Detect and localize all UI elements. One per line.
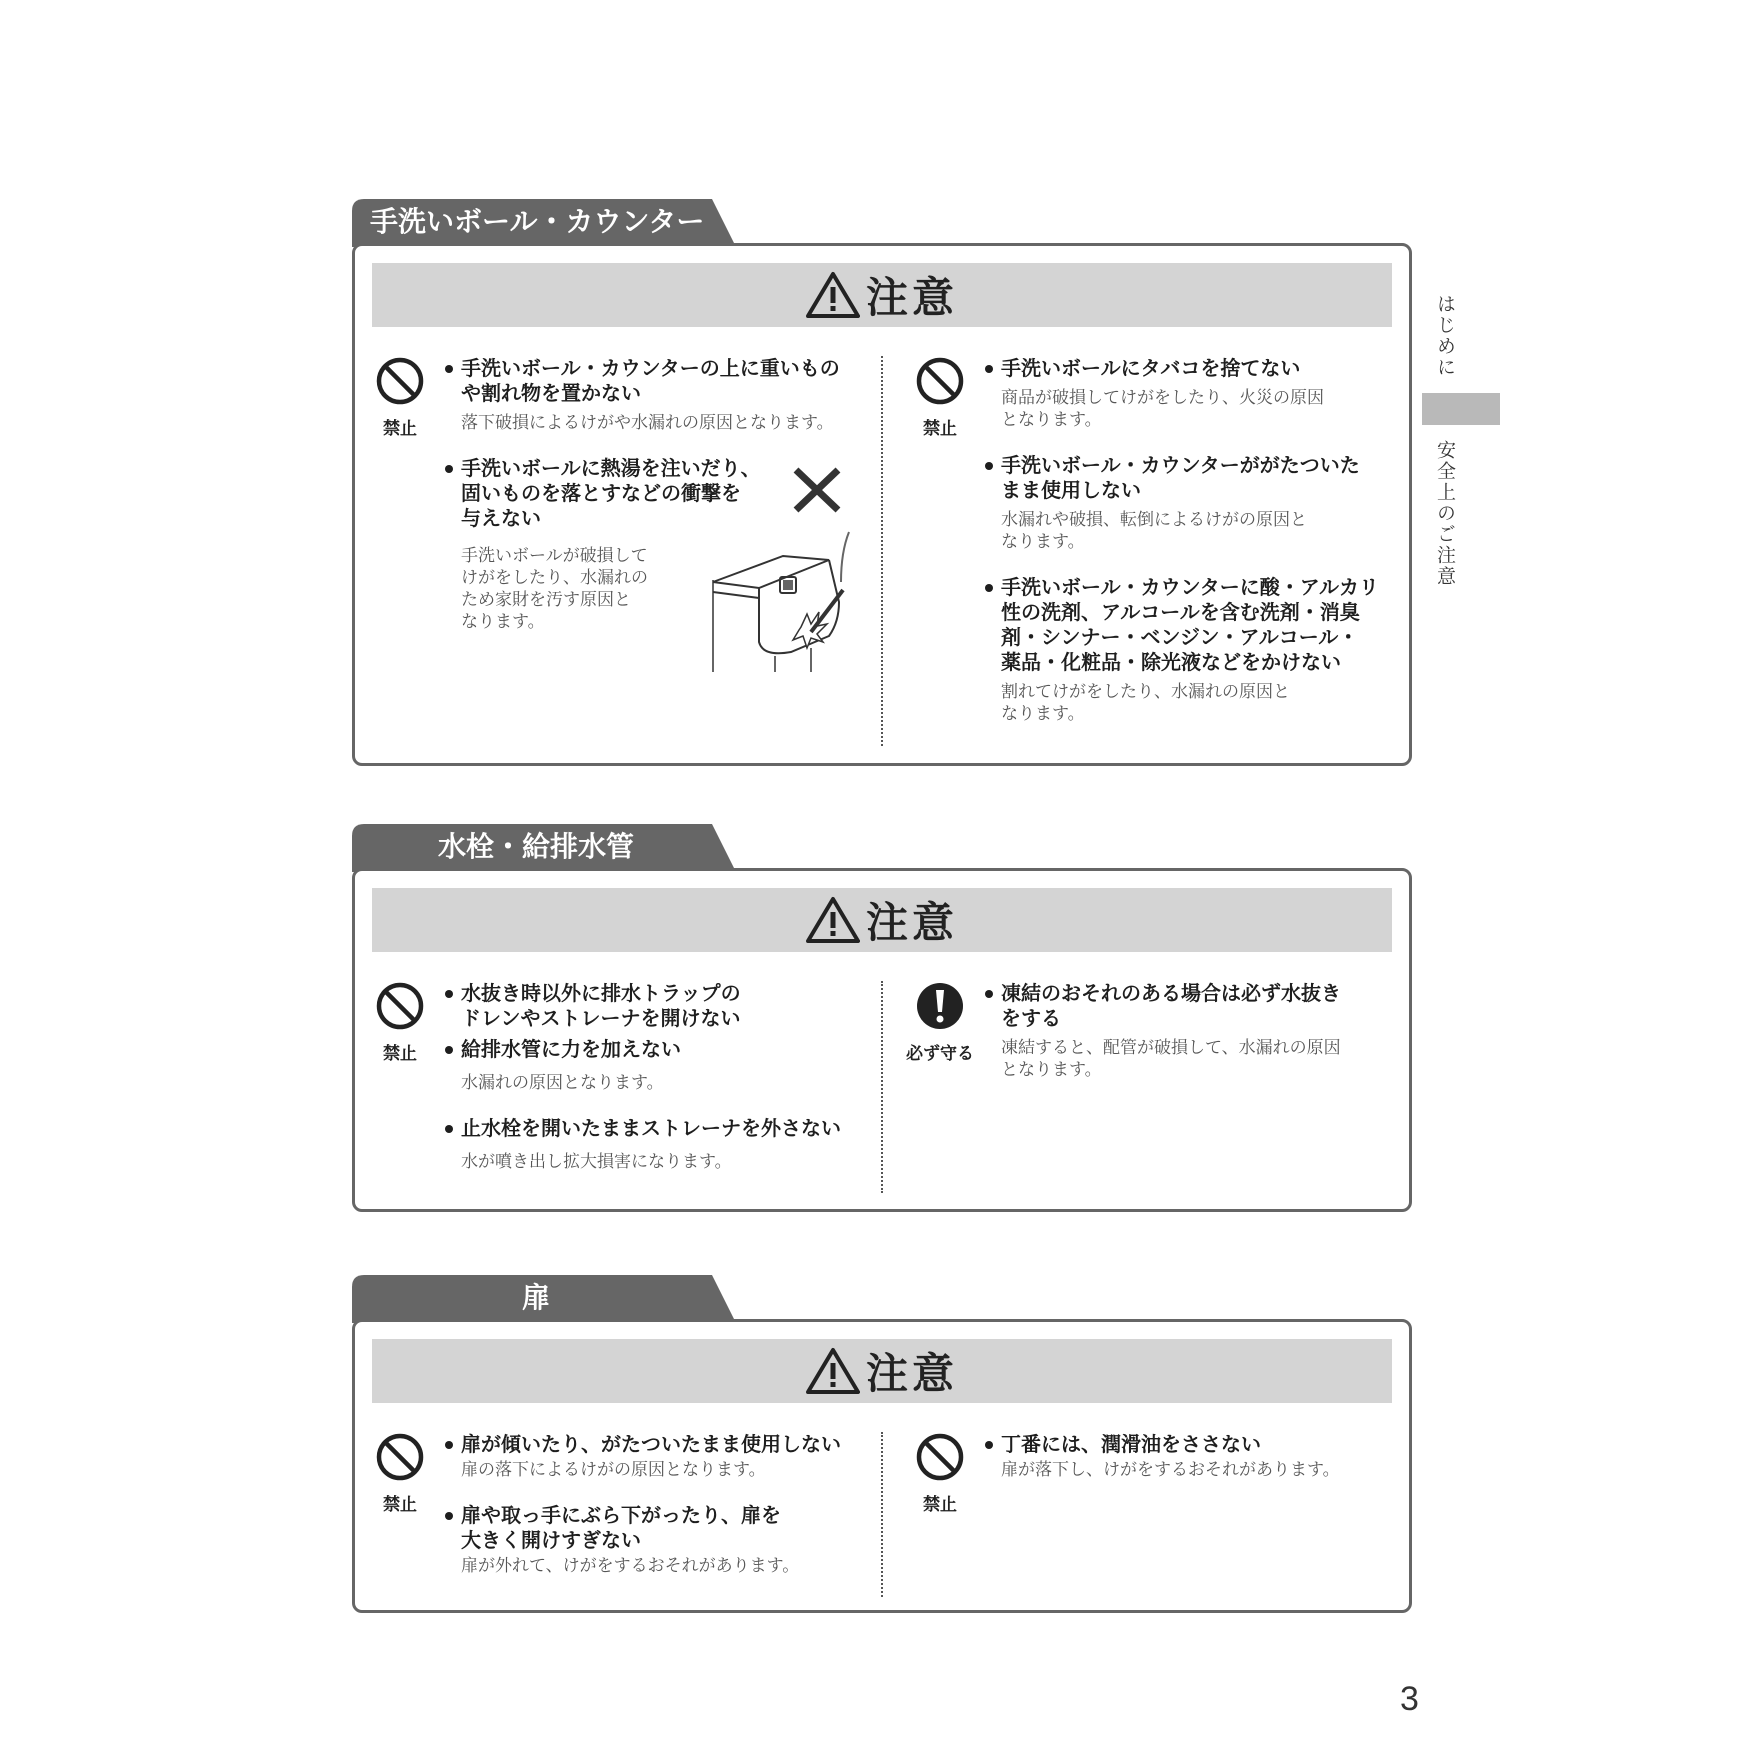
prohibition-icon — [375, 356, 425, 406]
warning-triangle-icon — [806, 271, 860, 319]
column-divider — [881, 1432, 883, 1597]
item-title: 扉や取っ手にぶら下がったり、扉を 大きく開けすぎない — [445, 1503, 865, 1553]
exclamation-icon — [915, 981, 965, 1031]
section-title: 手洗いボール・カウンター — [370, 205, 705, 238]
prohibition-symbol — [375, 356, 425, 439]
list-item — [445, 356, 865, 434]
item-list — [985, 356, 1405, 747]
item-desc: 手洗いボールが破損して けがをしたり、水漏れの ため家財を汚す原因と なります。 — [461, 546, 648, 632]
symbol-label: 禁止 — [383, 419, 417, 439]
item-title: 給排水管に力を加えない — [445, 1037, 865, 1062]
item-desc: 凍結すると、配管が破損して、水漏れの原因 となります。 — [1001, 1038, 1341, 1080]
list-item — [985, 1432, 1405, 1481]
prohibition-icon — [375, 1432, 425, 1482]
warning-triangle-icon — [806, 896, 860, 944]
list-item — [985, 575, 1405, 725]
item-desc: 商品が破損してけがをしたり、火災の原因 となります。 — [1001, 388, 1324, 430]
caution-banner — [372, 888, 1392, 952]
caution-label: 注意 — [865, 273, 958, 322]
column-divider — [881, 356, 883, 746]
sidebar-chapter: はじめに — [1434, 294, 1456, 378]
caution-label: 注意 — [865, 898, 958, 947]
item-desc: 扉が外れて、けがをするおそれがあります。 — [461, 1556, 800, 1576]
item-list — [985, 1432, 1405, 1503]
list-item — [985, 981, 1405, 1081]
list-item — [445, 1503, 865, 1577]
item-title: 止水栓を開いたままストレーナを外さない — [445, 1116, 865, 1141]
item-desc: 水漏れの原因となります。 — [461, 1073, 664, 1093]
prohibition-symbol — [375, 981, 425, 1064]
list-item — [985, 356, 1405, 431]
symbol-label: 禁止 — [383, 1495, 417, 1515]
item-title: 凍結のおそれのある場合は必ず水抜き をする — [985, 981, 1405, 1031]
item-title: 扉が傾いたり、がたついたまま使用しない — [445, 1432, 865, 1457]
list-item — [445, 981, 865, 1031]
item-desc: 水が噴き出し拡大損害になります。 — [461, 1152, 732, 1172]
prohibition-icon — [375, 981, 425, 1031]
item-title: 丁番には、潤滑油をささない — [985, 1432, 1405, 1457]
item-title: 手洗いボール・カウンターの上に重いもの や割れ物を置かない — [445, 356, 865, 406]
section-door — [352, 1275, 1410, 1625]
section-basin-counter — [352, 199, 1410, 769]
item-list — [985, 981, 1405, 1103]
item-title: 手洗いボールに熱湯を注いだり、 固いものを落とすなどの衝撃を 与えない — [445, 456, 865, 531]
list-item — [445, 1432, 865, 1481]
item-desc: 扉が落下し、けがをするおそれがあります。 — [1001, 1460, 1340, 1480]
prohibition-symbol — [915, 356, 965, 439]
sidebar-marker — [1422, 393, 1500, 425]
symbol-label: 禁止 — [923, 1495, 957, 1515]
item-title: 手洗いボールにタバコを捨てない — [985, 356, 1405, 381]
caution-box — [352, 243, 1412, 766]
symbol-label: 禁止 — [383, 1044, 417, 1064]
item-desc: 割れてけがをしたり、水漏れの原因と なります。 — [1001, 682, 1290, 724]
section-title: 扉 — [522, 1281, 551, 1314]
section-title: 水栓・給排水管 — [438, 830, 635, 863]
warning-triangle-icon — [806, 1347, 860, 1395]
item-desc: 落下破損によるけがや水漏れの原因となります。 — [461, 413, 834, 433]
list-item — [445, 1116, 865, 1173]
prohibition-symbol — [375, 1432, 425, 1515]
mandatory-symbol — [901, 981, 979, 1064]
item-desc: 扉の落下によるけがの原因となります。 — [461, 1460, 766, 1480]
prohibition-symbol — [915, 1432, 965, 1515]
item-title: 手洗いボール・カウンターに酸・アルカリ 性の洗剤、アルコールを含む洗剤・消臭 剤・シンナー・ベンジン・アルコール・ 薬品・化粧品・除光液などをかけない — [985, 575, 1405, 675]
prohibition-icon — [915, 1432, 965, 1482]
item-list — [445, 1432, 865, 1599]
caution-box — [352, 868, 1412, 1212]
caution-label: 注意 — [865, 1349, 958, 1398]
sidebar-section: 安全上のご注意 — [1434, 440, 1456, 587]
prohibition-icon — [915, 356, 965, 406]
basin-impact-illustration — [711, 462, 861, 672]
caution-banner — [372, 1339, 1392, 1403]
item-desc: 水漏れや破損、転倒によるけがの原因と なります。 — [1001, 510, 1307, 552]
item-title: 手洗いボール・カウンターががたついた まま使用しない — [985, 453, 1405, 503]
list-item — [445, 1037, 865, 1094]
symbol-label: 禁止 — [923, 419, 957, 439]
section-faucet-piping — [352, 824, 1410, 1214]
list-item — [985, 453, 1405, 553]
symbol-label: 必ず守る — [906, 1044, 974, 1064]
section-tab — [352, 1275, 752, 1323]
item-title: 水抜き時以外に排水トラップの ドレンやストレーナを開けない — [445, 981, 865, 1031]
page-number: 3 — [1400, 1680, 1419, 1718]
caution-banner — [372, 263, 1392, 327]
caution-box — [352, 1319, 1412, 1613]
column-divider — [881, 981, 883, 1193]
item-list — [445, 981, 865, 1195]
